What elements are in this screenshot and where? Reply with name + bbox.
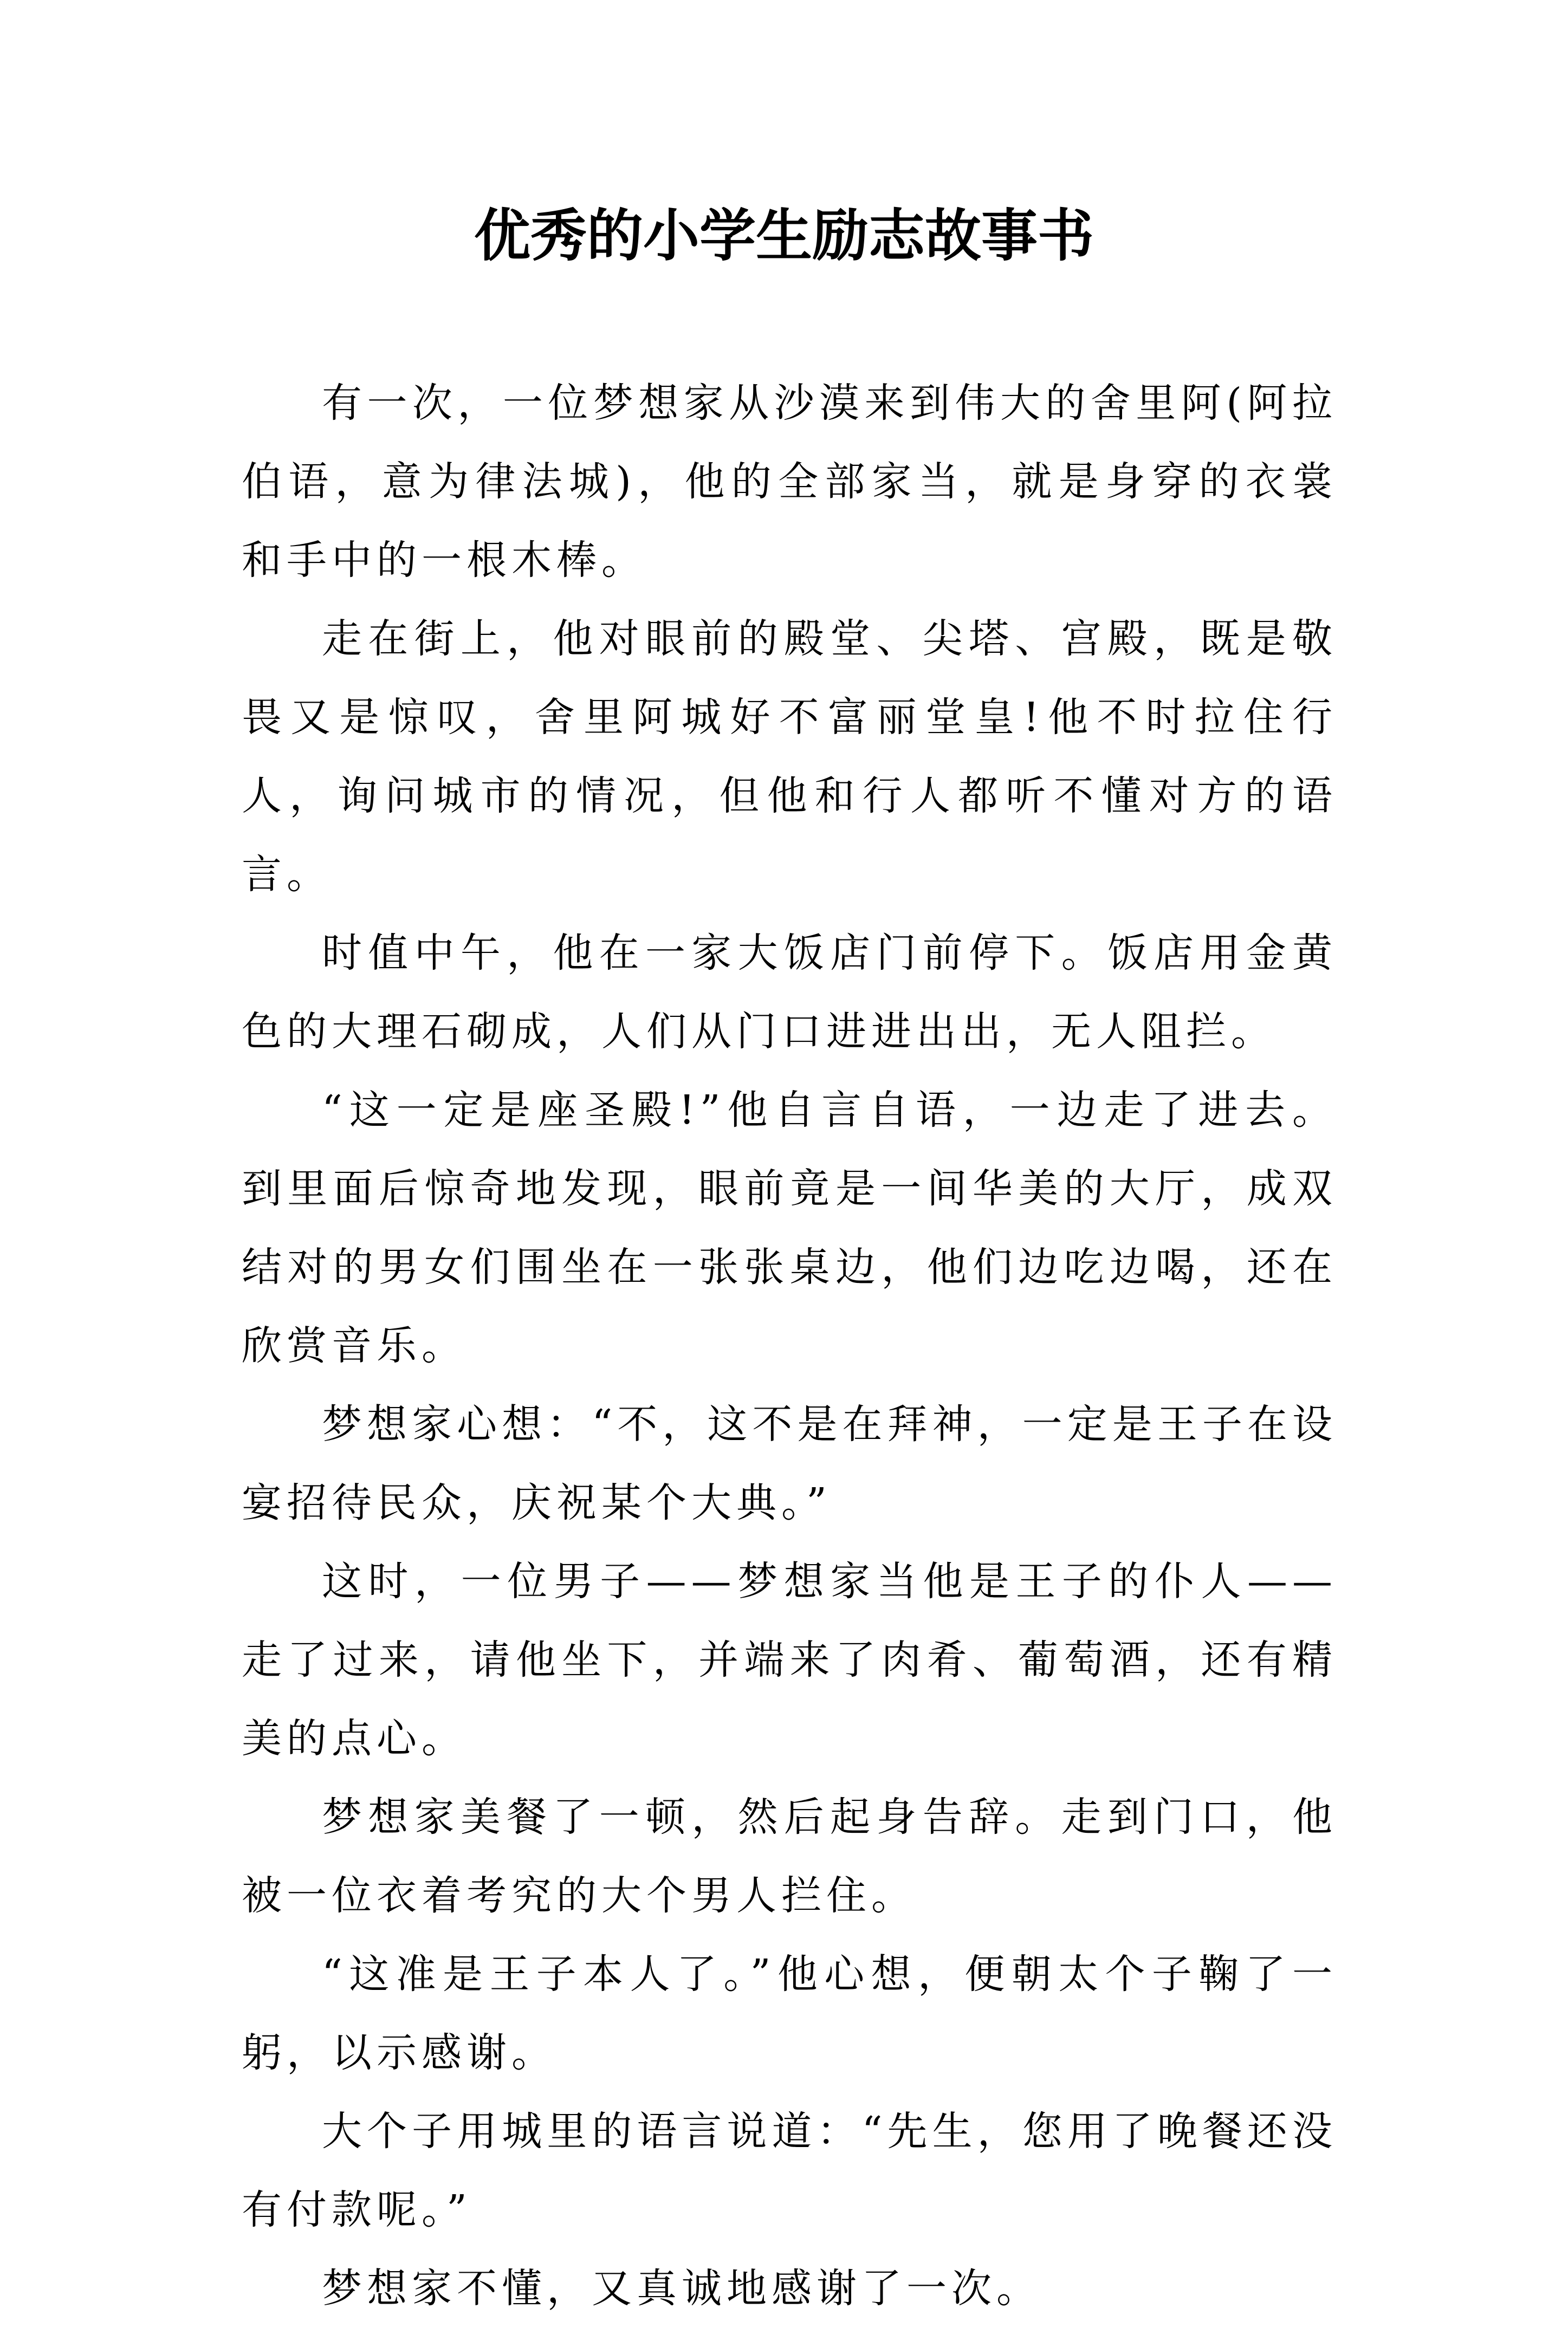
- paragraph: “这一定是座圣殿!”他自言自语，一边走了进去。到里面后惊奇地发现，眼前竟是一间华美的大厅，成双结对的男女们围坐在一张张桌边，他们边吃边喝，还在欣赏音乐。: [242, 1087, 1337, 1369]
- paragraph: 梦想家美餐了一顿，然后起身告辞。走到门口，他被一位衣着考究的大个男人拦住。: [242, 1794, 1337, 1919]
- paragraph: 这时，一位男子——梦想家当他是王子的仆人——走了过来，请他坐下，并端来了肉肴、葡萄酒，还有精美的点心。: [242, 1558, 1337, 1762]
- paragraph: 走在街上，他对眼前的殿堂、尖塔、宫殿，既是敬畏又是惊叹，舍里阿城好不富丽堂皇!他不时拉住行人，询问城市的情况，但他和行人都听不懂对方的语言。: [242, 615, 1337, 898]
- paragraph: 梦想家心想：“不，这不是在拜神，一定是王子在设宴招待民众，庆祝某个大典。”: [242, 1401, 1337, 1526]
- paragraph: 大个子用城里的语言说道：“先生，您用了晚餐还没有付款呢。”: [242, 2108, 1337, 2233]
- paragraph: “这准是王子本人了。”他心想，便朝太个子鞠了一躬，以示感谢。: [242, 1951, 1337, 2076]
- document-title: 优秀的小学生励志故事书: [474, 202, 1094, 269]
- paragraph: 梦想家不懂，又真诚地感谢了一次。: [322, 2265, 1041, 2312]
- document-body: [242, 364, 1337, 2328]
- paragraph: 时值中午，他在一家大饭店门前停下。饭店用金黄色的大理石砌成，人们从门口进进出出，无人阻拦。: [242, 930, 1337, 1055]
- paragraph: 有一次，一位梦想家从沙漠来到伟大的舍里阿(阿拉伯语，意为律法城)，他的全部家当，就是身穿的衣裳和手中的一根木棒。: [242, 380, 1337, 583]
